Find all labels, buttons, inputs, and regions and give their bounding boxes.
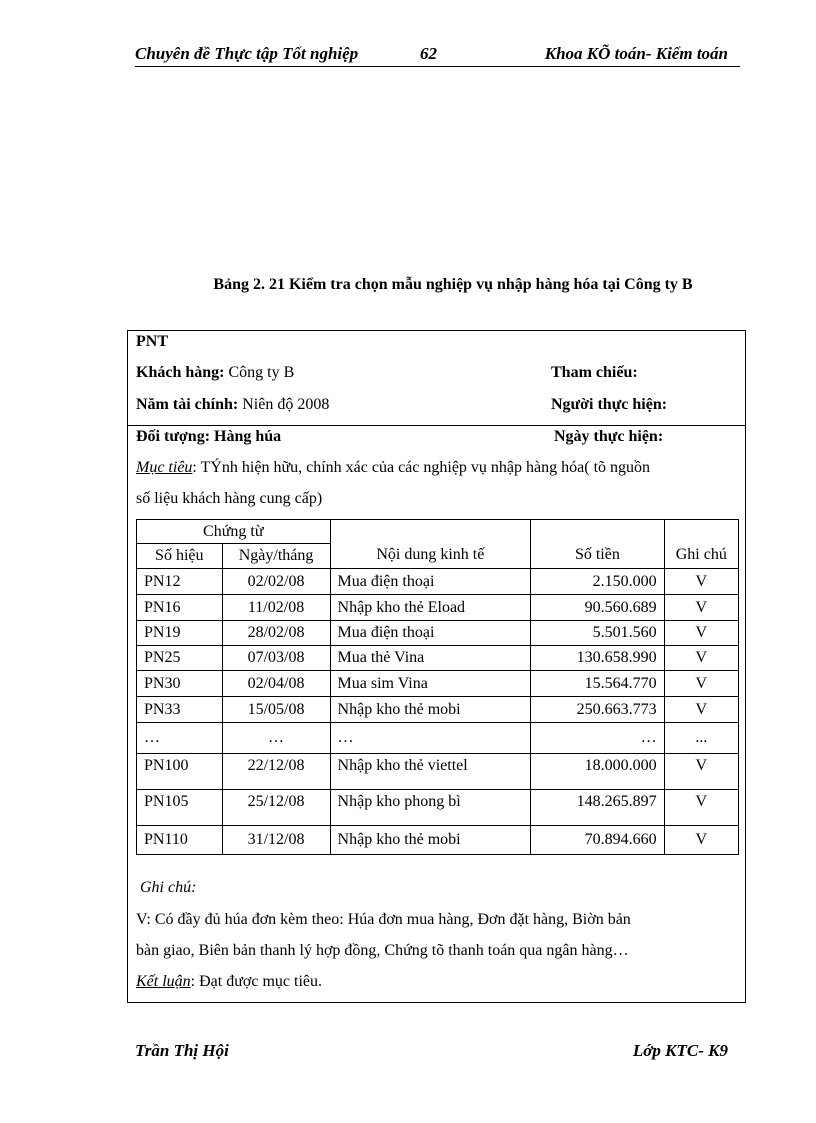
cell-amount: 250.663.773 [531, 697, 664, 723]
cell-description: Nhập kho thẻ viettel [330, 754, 531, 790]
header-title: Chuyên đề Thực tập Tốt nghiệp [135, 44, 359, 63]
cell-amount: 148.265.897 [531, 790, 664, 826]
objective-label: Mục tiêu [136, 459, 193, 476]
conclusion-row [136, 973, 322, 991]
table-caption: Bảng 2. 21 Kiểm tra chọn mẫu nghiệp vụ nhập hàng hóa tại Công ty B [213, 276, 693, 293]
cell-amount: 5.501.560 [531, 621, 664, 646]
conclusion-label: Kết luận [136, 973, 191, 990]
cell-note: V [664, 646, 738, 671]
cell-ref: PN25 [137, 646, 223, 671]
cell-date: 31/12/08 [222, 826, 330, 855]
cell-ref: PN16 [137, 595, 223, 621]
table-row [137, 569, 739, 595]
cell-date: 15/05/08 [222, 697, 330, 723]
fiscal-year-value: Niên độ 2008 [242, 396, 330, 413]
cell-ref: PN30 [137, 671, 223, 697]
cell-note: V [664, 671, 738, 697]
reference-label: Tham chiếu: [551, 364, 638, 381]
header-date: Ngày/tháng [222, 544, 330, 569]
sample-table [136, 519, 739, 855]
cell-description: Mua sim Vina [330, 671, 531, 697]
header-ref: Số hiệu [137, 544, 223, 569]
cell-description: Nhập kho phong bì [330, 790, 531, 826]
page-footer [135, 1041, 740, 1063]
table-row [137, 697, 739, 723]
header-amount: Số tiền [531, 520, 664, 569]
cell-date: 02/04/08 [222, 671, 330, 697]
cell-description: Mua điện thoại [330, 621, 531, 646]
cell-note: V [664, 621, 738, 646]
cell-ref: PN110 [137, 826, 223, 855]
cell-date: 07/03/08 [222, 646, 330, 671]
page-number: 62 [420, 44, 437, 63]
fiscal-year-label: Năm tài chính: [136, 396, 239, 413]
cell-amount: 130.658.990 [531, 646, 664, 671]
cell-description: Nhập kho thẻ Eload [330, 595, 531, 621]
form-code: PNT [136, 333, 168, 350]
subject-label: Đối tượng: Hàng húa [136, 428, 282, 445]
notes-label-suffix: : [191, 879, 197, 896]
cell-date: 28/02/08 [222, 621, 330, 646]
fiscal-year-row [136, 396, 329, 414]
cell-description: Nhập kho thẻ mobi [330, 826, 531, 855]
table-row [137, 646, 739, 671]
audit-form [127, 330, 746, 1003]
table-row [137, 671, 739, 697]
date-performed-label: Ngày thực hiện: [554, 428, 664, 445]
notes-line-2: bàn giao, Biên bản thanh lý hợp đồng, Chứng tõ thanh toán qua ngân hàng… [136, 942, 629, 959]
table-row [137, 723, 739, 754]
cell-date: 25/12/08 [222, 790, 330, 826]
cell-description: … [330, 723, 531, 754]
notes-label: Ghi chú [140, 879, 192, 896]
cell-ref: PN12 [137, 569, 223, 595]
objective-line-2: số liệu khách hàng cung cấp) [136, 490, 323, 507]
cell-amount: 18.000.000 [531, 754, 664, 790]
voucher-group-header: Chứng từ [137, 520, 331, 544]
cell-date: 02/02/08 [222, 569, 330, 595]
cell-note: V [664, 697, 738, 723]
cell-description: Mua điện thoại [330, 569, 531, 595]
client-value: Công ty B [228, 364, 295, 381]
header-description: Nội dung kinh tế [330, 520, 531, 569]
objective-line-1 [136, 459, 650, 477]
cell-amount: 70.894.660 [531, 826, 664, 855]
table-row [137, 595, 739, 621]
form-divider [128, 425, 745, 426]
cell-date: 22/12/08 [222, 754, 330, 790]
cell-ref: … [137, 723, 223, 754]
table-row [137, 790, 739, 826]
author-name: Trần Thị Hội [135, 1041, 229, 1060]
header-department: Khoa KÕ toán- Kiểm toán [544, 44, 728, 63]
conclusion-text: : Đạt được mục tiêu. [190, 973, 322, 990]
page-header [135, 44, 740, 67]
cell-note: V [664, 790, 738, 826]
table-row [137, 754, 739, 790]
cell-ref: PN33 [137, 697, 223, 723]
notes-line-1: V: Có đầy đủ húa đơn kèm theo: Húa đơn mua hàng, Đơn đặt hàng, Biờn bản [136, 911, 631, 928]
objective-text: : TÝnh hiện hữu, chính xác của các nghiệp vụ nhập hàng hóa( tõ nguồn [192, 459, 651, 476]
header-note: Ghi chú [664, 520, 738, 569]
cell-date: … [222, 723, 330, 754]
cell-description: Nhập kho thẻ mobi [330, 697, 531, 723]
class-name: Lớp KTC- K9 [632, 1041, 728, 1060]
cell-note: ... [664, 723, 738, 754]
cell-note: V [664, 754, 738, 790]
cell-date: 11/02/08 [222, 595, 330, 621]
cell-amount: 2.150.000 [531, 569, 664, 595]
cell-note: V [664, 569, 738, 595]
cell-description: Mua thẻ Vina [330, 646, 531, 671]
cell-note: V [664, 826, 738, 855]
client-row [136, 364, 294, 382]
cell-amount: … [531, 723, 664, 754]
table-row [137, 621, 739, 646]
cell-ref: PN100 [137, 754, 223, 790]
cell-amount: 90.560.689 [531, 595, 664, 621]
cell-amount: 15.564.770 [531, 671, 664, 697]
table-row [137, 826, 739, 855]
cell-ref: PN19 [137, 621, 223, 646]
client-label: Khách hàng: [136, 364, 225, 381]
cell-ref: PN105 [137, 790, 223, 826]
cell-note: V [664, 595, 738, 621]
performer-label: Người thực hiện: [551, 396, 668, 413]
notes-label-row [140, 879, 196, 897]
